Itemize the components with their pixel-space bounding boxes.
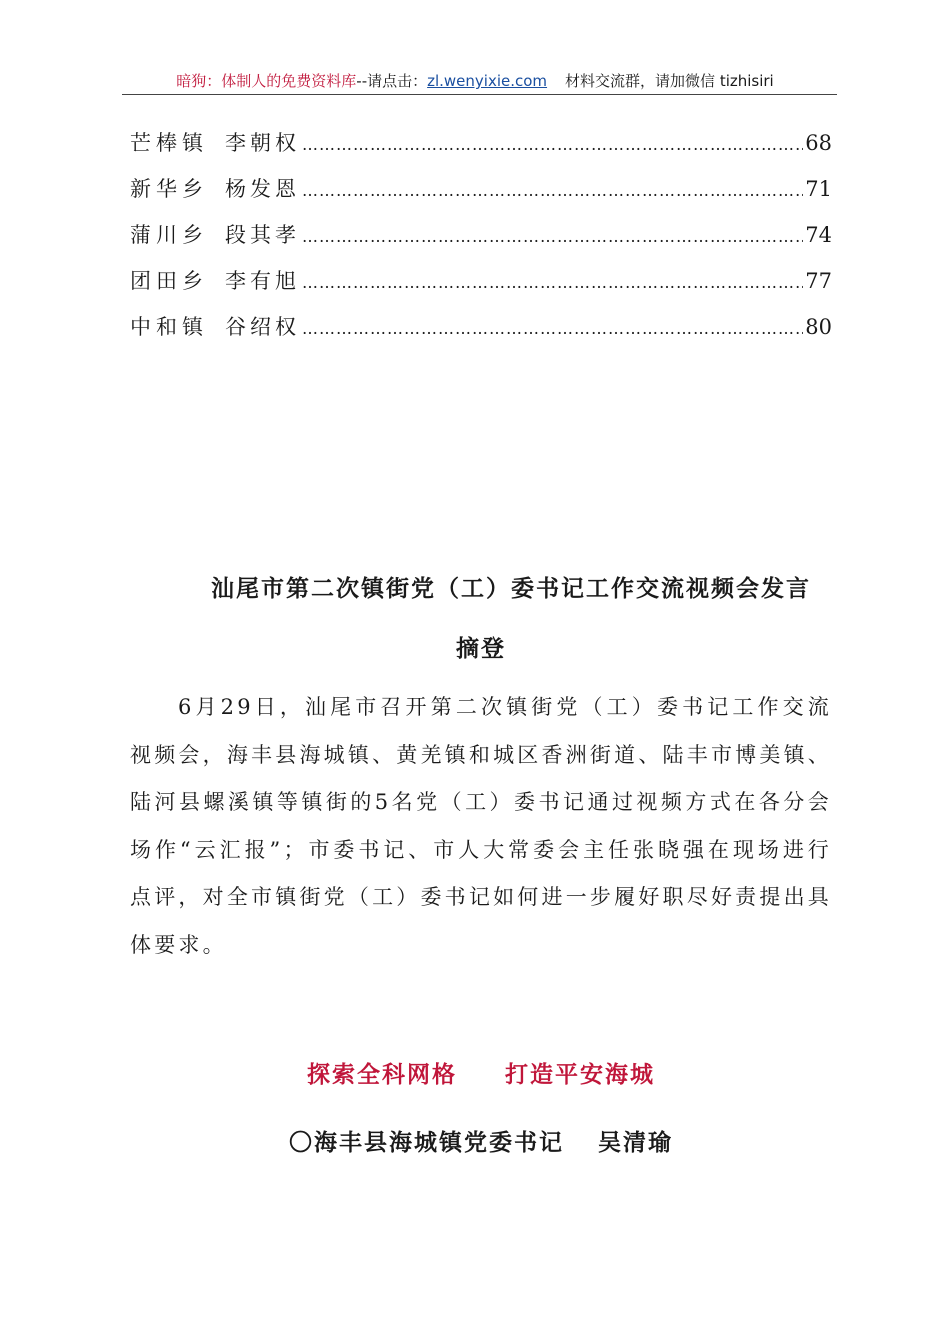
toc-entry[interactable] xyxy=(130,265,832,311)
toc-leader-dots xyxy=(302,181,803,200)
subtitle-part2: 打造平安海城 xyxy=(505,1061,655,1088)
toc-person: 李有旭 xyxy=(225,269,300,293)
section-author xyxy=(130,1124,832,1157)
toc-person: 李朝权 xyxy=(225,131,300,155)
toc-place: 中和镇 xyxy=(130,315,208,339)
toc-leader-dots xyxy=(302,227,803,246)
toc-entry[interactable] xyxy=(130,127,832,173)
header-divider xyxy=(122,94,837,95)
toc-person: 段其孝 xyxy=(225,223,300,247)
toc-page-number: 80 xyxy=(805,315,832,339)
toc-page-number: 71 xyxy=(805,177,832,201)
toc-place: 新华乡 xyxy=(130,177,208,201)
table-of-contents xyxy=(130,127,832,357)
section-subtitle xyxy=(130,1056,832,1089)
toc-entry[interactable] xyxy=(130,219,832,265)
toc-page-number: 74 xyxy=(805,223,832,247)
subtitle-part1: 探索全科网格 xyxy=(307,1061,457,1088)
page-header xyxy=(0,70,950,91)
article-title-line1: 汕尾市第二次镇街党（工）委书记工作交流视频会发言 xyxy=(211,575,811,602)
article-title-line2: 摘登 xyxy=(456,635,506,662)
toc-person: 谷绍权 xyxy=(225,315,300,339)
toc-page-number: 77 xyxy=(805,269,832,293)
toc-page-number: 68 xyxy=(805,131,832,155)
toc-entry[interactable] xyxy=(130,311,832,357)
toc-place: 蒲川乡 xyxy=(130,223,208,247)
author-org: 〇海丰县海城镇党委书记 xyxy=(289,1129,564,1156)
toc-person: 杨发恩 xyxy=(225,177,300,201)
article-paragraph: 6月29日，汕尾市召开第二次镇街党（工）委书记工作交流视频会，海丰县海城镇、黄羌镇和城区香洲街道、陆丰市博美镇、陆河县螺溪镇等镇街的5名党（工）委书记通过视频方式在各分会场作“云汇报”；市委书记、市人大常委会主任张晓强在现场进行点评，对全市镇街党（工）委书记如何进一步履好职尽好责提出具体要求。 xyxy=(130,695,832,957)
toc-leader-dots xyxy=(302,135,803,154)
header-contact: 材料交流群，请加微信 tizhisiri xyxy=(565,72,774,90)
toc-leader-dots xyxy=(302,319,803,338)
header-site-name: 暗狗：体制人的免费资料库 xyxy=(176,72,357,90)
toc-leader-dots xyxy=(302,273,803,292)
header-link[interactable]: zl.wenyixie.com xyxy=(427,72,548,90)
author-name: 吴清瑜 xyxy=(598,1129,673,1156)
toc-entry[interactable] xyxy=(130,173,832,219)
toc-place: 团田乡 xyxy=(130,269,208,293)
toc-place: 芒棒镇 xyxy=(130,131,208,155)
header-prompt: --请点击： xyxy=(356,72,428,90)
